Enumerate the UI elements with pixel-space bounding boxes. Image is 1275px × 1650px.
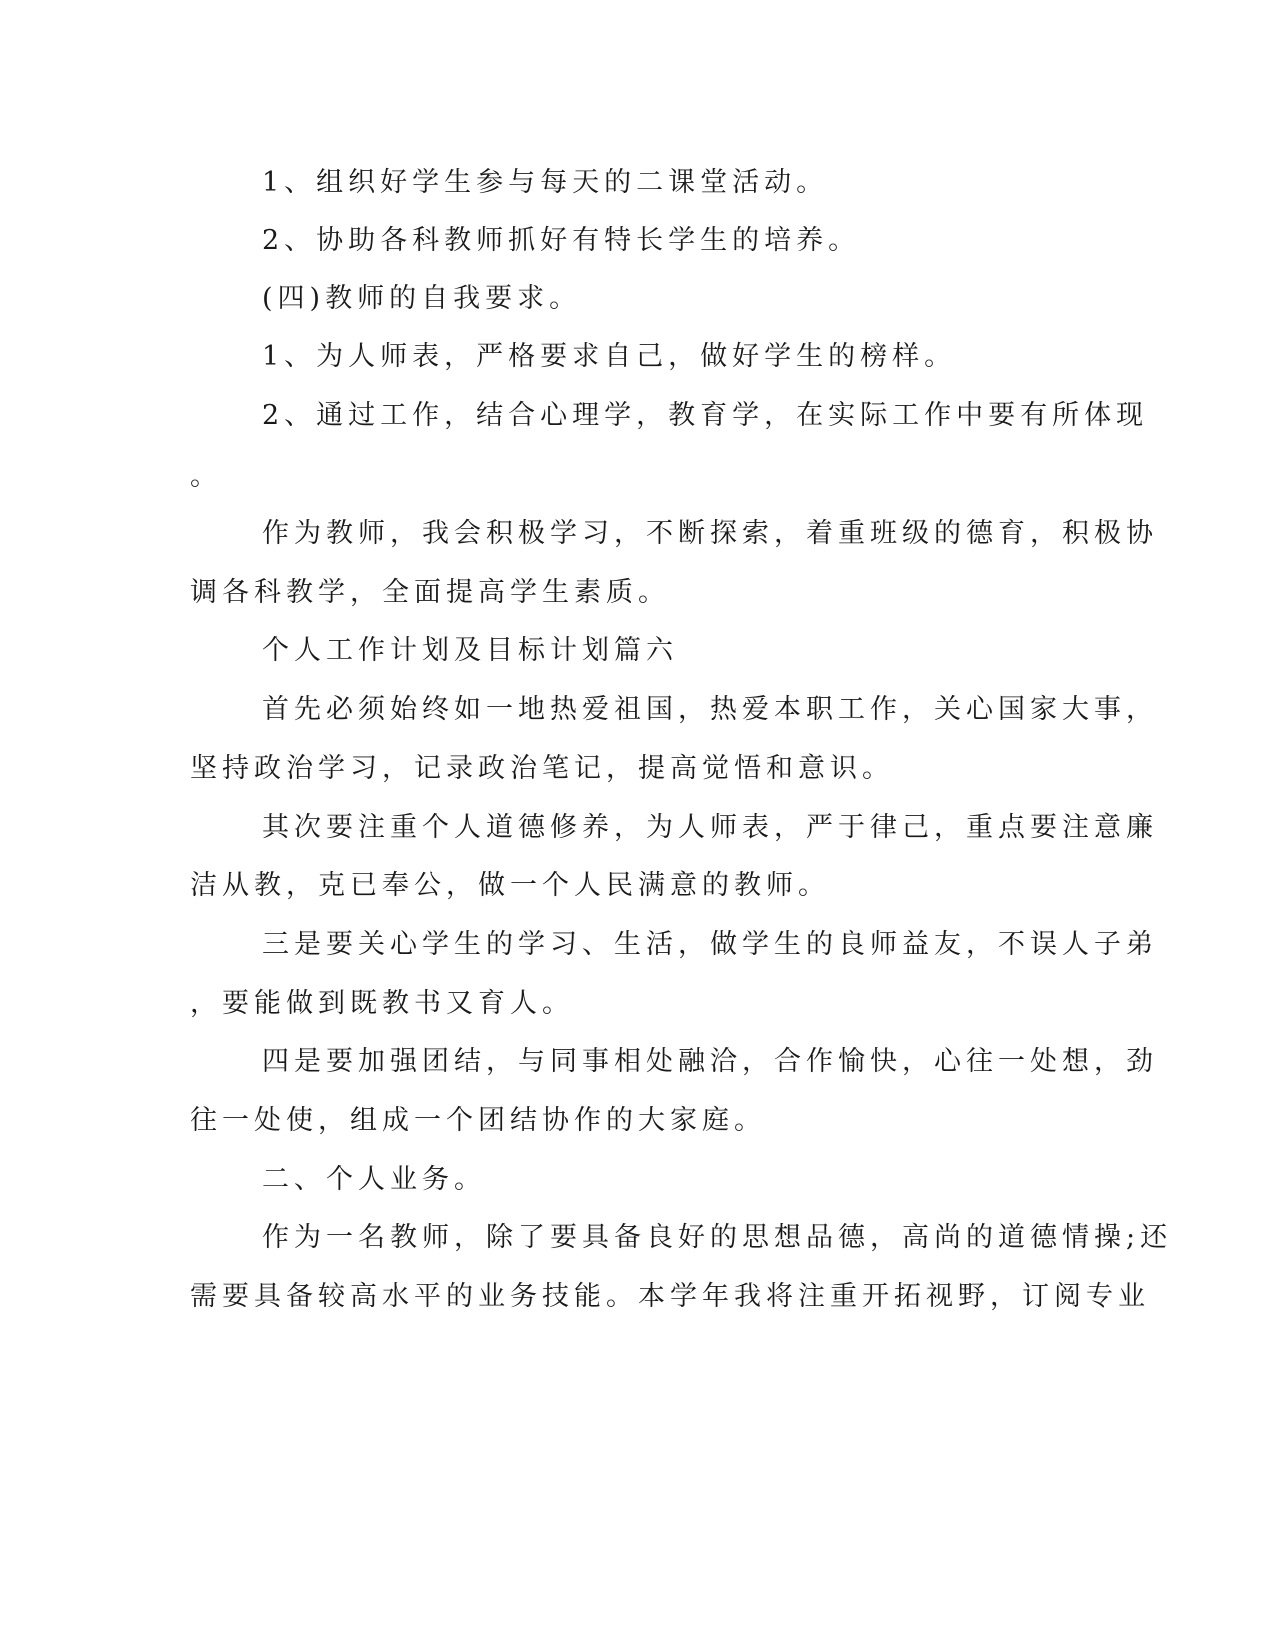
text-line: 需要具备较高水平的业务技能。本学年我将注重开拓视野，订阅专业: [190, 1281, 1150, 1312]
text-line: 。: [190, 461, 222, 492]
text-line: ，要能做到既教书又育人。: [190, 988, 574, 1019]
text-line: 作为教师，我会积极学习，不断探索，着重班级的德育，积极协: [262, 518, 1158, 549]
text-line: 往一处使，组成一个团结协作的大家庭。: [190, 1105, 766, 1136]
text-line: 调各科教学，全面提高学生素质。: [190, 577, 670, 608]
text-line: 作为一名教师，除了要具备良好的思想品德，高尚的道德情操;还: [262, 1222, 1173, 1253]
section-heading: 个人工作计划及目标计划篇六: [262, 635, 678, 666]
text-line: 2、协助各科教师抓好有特长学生的培养。: [262, 225, 861, 256]
text-line: 1、组织好学生参与每天的二课堂活动。: [262, 167, 829, 198]
text-line: 四是要加强团结，与同事相处融洽，合作愉快，心往一处想，劲: [262, 1046, 1158, 1077]
text-line: (四)教师的自我要求。: [262, 283, 582, 314]
text-line: 三是要关心学生的学习、生活，做学生的良师益友，不误人子弟: [262, 929, 1158, 960]
text-line: 洁从教，克已奉公，做一个人民满意的教师。: [190, 870, 830, 901]
text-line: 2、通过工作，结合心理学，教育学，在实际工作中要有所体现: [262, 400, 1149, 431]
text-line: 二、个人业务。: [262, 1164, 486, 1195]
text-line: 1、为人师表，严格要求自己，做好学生的榜样。: [262, 341, 957, 372]
text-line: 其次要注重个人道德修养，为人师表，严于律己，重点要注意廉: [262, 812, 1158, 843]
text-line: 坚持政治学习，记录政治笔记，提高觉悟和意识。: [190, 753, 894, 784]
text-line: 首先必须始终如一地热爱祖国，热爱本职工作，关心国家大事，: [262, 694, 1158, 725]
